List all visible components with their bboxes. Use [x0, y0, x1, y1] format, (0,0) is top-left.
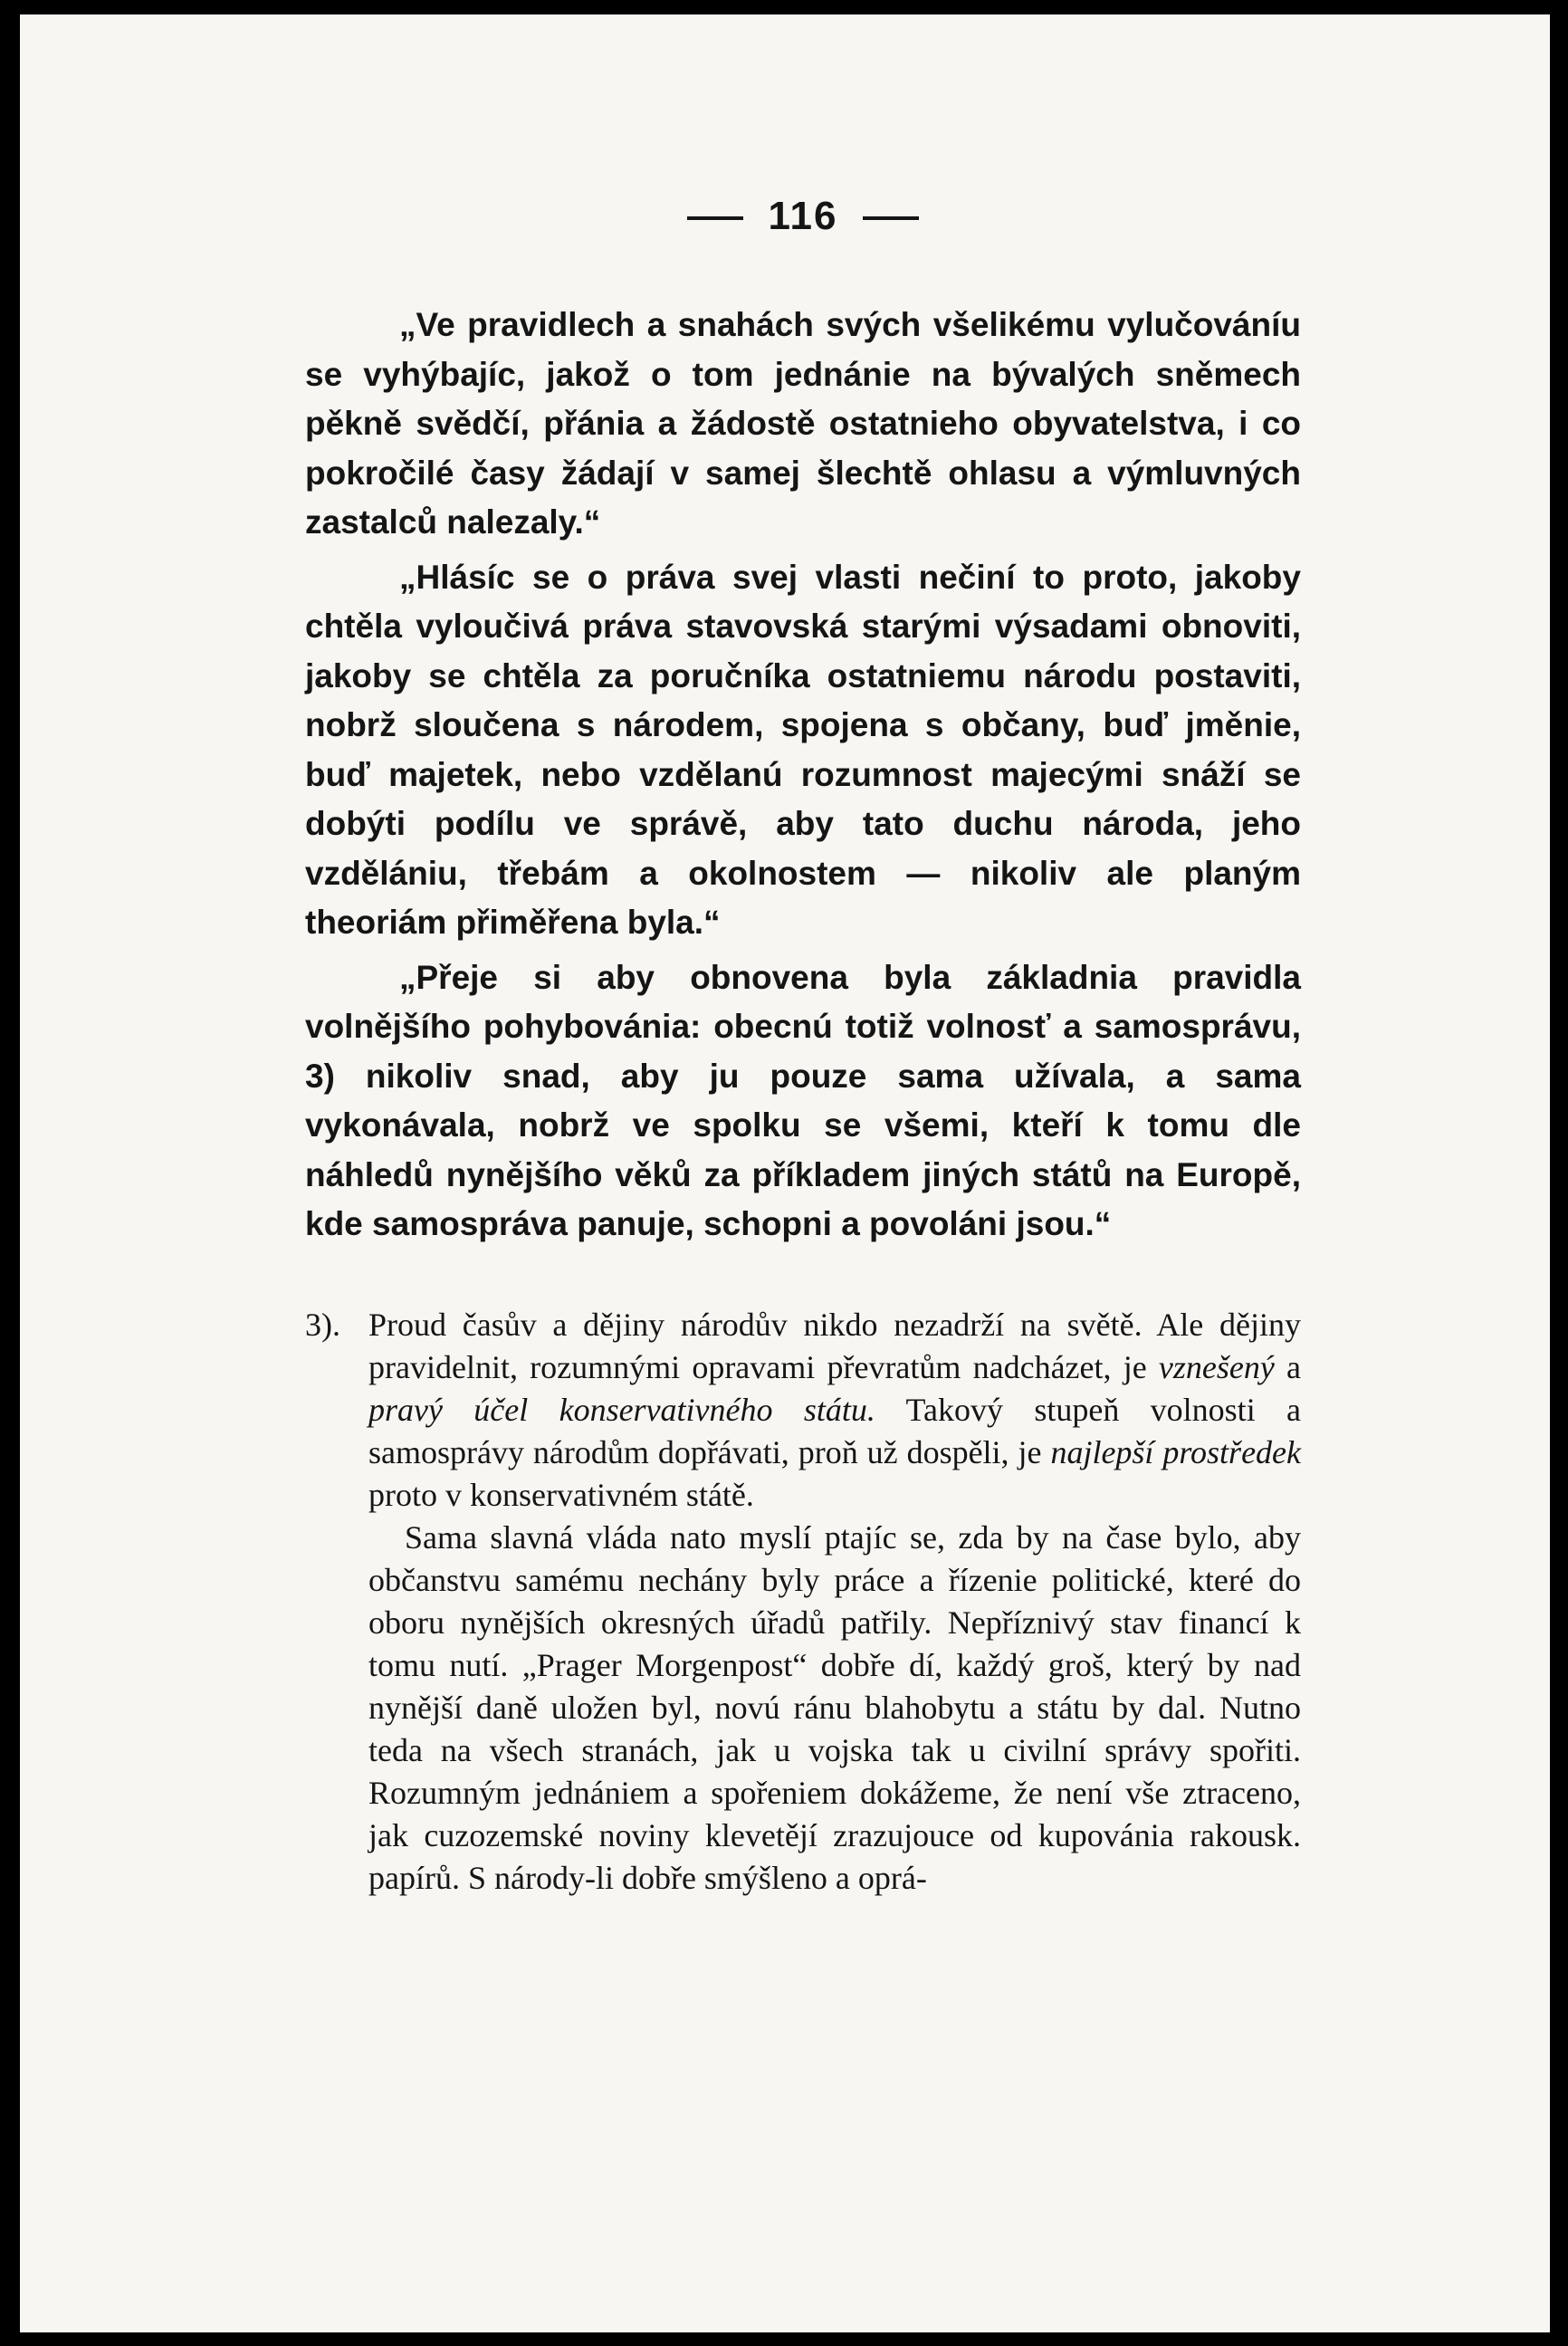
left-dash: [687, 216, 743, 220]
footnote-paragraph: [305, 1304, 1301, 1517]
quote-paragraph-1: „Ve pravidlech a snahách svých všelikému vylučováníu se vyhýbajíc, jakož o tom jednánie na bývalých sněmech pěkně svědčí, přánia a žádostě ostatnieho obyvatelstva, i co pokročilé časy žádají v samej šlechtě ohlasu a výmluvných zastalců nalezaly.“: [305, 306, 1301, 541]
footnote-text-3: Takový stupeň volnosti a samosprávy národům dopřávati, proň už dospěli, je: [368, 1392, 1302, 1470]
footnote-marker: 3).: [305, 1307, 340, 1343]
footnote-italic-1: vznešený: [1158, 1349, 1275, 1385]
footnote-text-4: proto v konservativném státě.: [368, 1477, 754, 1513]
footnote-block: [305, 1304, 1301, 1900]
footnote-continuation: Sama slavná vláda nato myslí ptajíc se, zda by na čase bylo, aby občanstvu samému nechány byly práce a řízenie politické, které do oboru nynějších okresných úřadů patřily. Nepříznivý stav financí k tomu nutí. „Prager Morgenpost“ dobře dí, každý groš, který by nad nynější daně uložen byl, novú ránu blahobytu a státu by dal. Nutno teda na všech stranách, jak u vojska tak u civilní správy spořiti. Rozumným jednániem a spořeniem dokážeme, že není vše ztraceno, jak cuzozemské noviny klevetějí zrazujouce od kupovánia rakousk. papírů. S národy-li dobře smýšleno a oprá-: [368, 1519, 1301, 1896]
footnote-italic-3: najlepší prostředek: [1050, 1434, 1302, 1470]
quote-paragraph-2: „Hlásíc se o práva svej vlasti nečiní to proto, jakoby chtěla vyloučivá práva stavovská starými výsadami obnoviti, jakoby se chtěla za poručníka ostatniemu národu postaviti, nobrž sloučena s národem, spojena s občany, buď jměnie, buď majetek, nebo vzdělanú rozumnost majecými snáží se dobýti podílu ve správě, aby tato duchu národa, jeho vzdělániu, třebám a okolnostem — nikoliv ale planým theoriám přiměřena byla.“: [305, 558, 1301, 941]
right-dash: [863, 216, 919, 220]
quote-paragraph-3: „Přeje si aby obnovena byla základnia pravidla volnějšího pohybovánia: obecnú totiž volnosť a samosprávu, 3) nikoliv snad, aby ju pouze sama užívala, a sama vykonávala, nobrž ve spolku se všemi, kteří k tomu dle náhledů nynějšího věků za příkladem jiných států na Europě, kde samospráva panuje, schopni a povoláni jsou.“: [305, 958, 1301, 1242]
footnote-text-2: a: [1274, 1349, 1302, 1385]
page-number: 116: [768, 194, 838, 238]
page-number-header: [305, 194, 1301, 239]
footnote-italic-2: pravý účel konservativného státu.: [368, 1392, 875, 1428]
footnote-text-1: Proud časův a dějiny národův nikdo nezadrží na světě. Ale dějiny pravidelnit, rozumnými opravami převratům nadcházet, je: [368, 1307, 1301, 1385]
quoted-paragraphs: [305, 301, 1301, 1255]
scanned-page: [20, 14, 1550, 2332]
